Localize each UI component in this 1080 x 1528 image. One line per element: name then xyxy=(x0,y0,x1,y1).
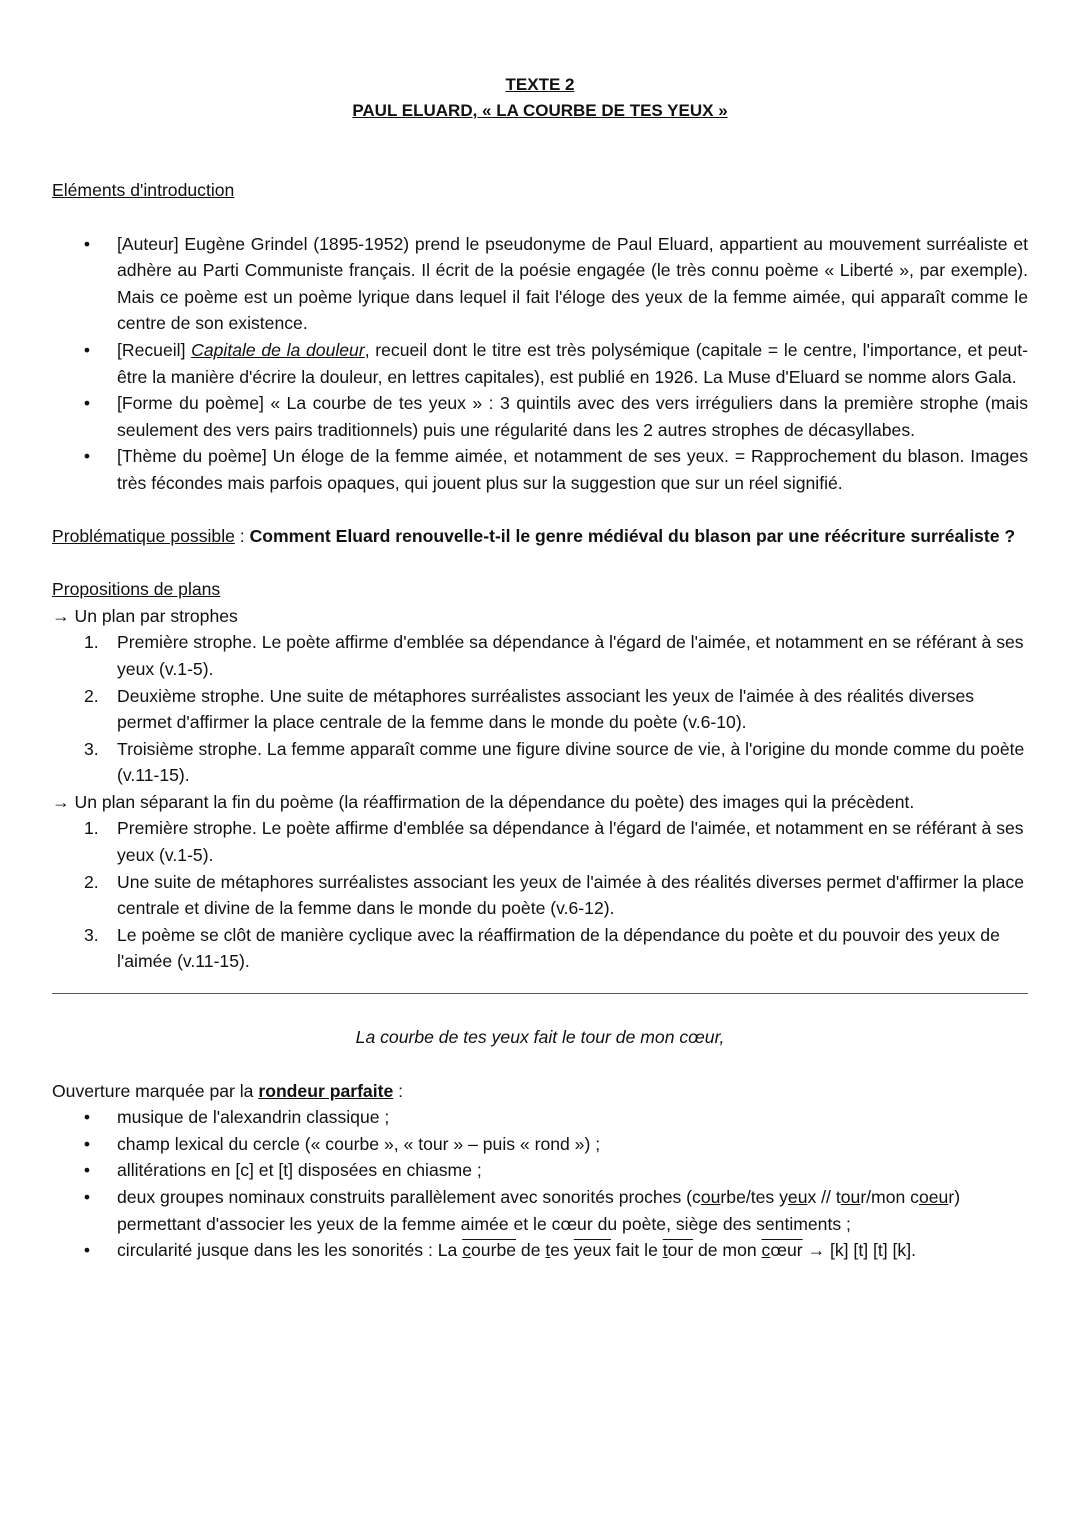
plan1-item-2: 2. Deuxième strophe. Une suite de métaphores surréalistes associant les yeux de l'aimée à des réalités diverses permet d'affirmer la place centrale de la femme dans le monde du poète (v.6-10). xyxy=(84,685,975,733)
plans-heading: Propositions de plans xyxy=(52,579,221,600)
list-item-theme: • [Thème du poème] Un éloge de la femme aimée, et notamment de ses yeux. = Rapprochement du blason. Images très fécondes mais parfois opaques, qui jouent plus sur la suggestion que sur un réel signifié. xyxy=(52,443,1028,496)
bullet-icon: • xyxy=(83,339,91,360)
analysis-item-3: • allitérations en [c] et [t] disposées en chiasme ; xyxy=(52,1157,1028,1184)
analysis-intro: Ouverture marquée par la rondeur parfaite : xyxy=(52,1080,404,1101)
list-item-forme: • [Forme du poème] « La courbe de tes yeux » : 3 quintils avec des vers irréguliers dans la première strophe (mais seulement des vers pairs traditionnels) puis une régularité dans les 2 autres strophes de décasyllabes. xyxy=(52,390,1028,443)
plan1-title: → Un plan par strophes xyxy=(52,605,238,626)
plan1-item-1: 1. Première strophe. Le poète affirme d'emblée sa dépendance à l'égard de l'aimée, et notamment en se référant à ses yeux (v.1-5). xyxy=(84,632,1024,679)
analysis-item-5: • circularité jusque dans les les sonorités : La courbe de tes yeux fait le tour de mon cœur → [k] [t] [t] [k]. xyxy=(52,1237,1028,1264)
list-item-recueil: • [Recueil] Capitale de la douleur, recueil dont le titre est très polysémique (capitale = le centre, l'importance, et peut-être la manière d'écrire la douleur, en lettres capitales), est publié en 1926. La Muse d'Eluard se nomme alors Gala. xyxy=(52,337,1028,390)
analysis-item-1: • musique de l'alexandrin classique ; xyxy=(52,1104,1028,1131)
analysis-list xyxy=(52,1104,1028,1264)
emphasis-rondeur: rondeur parfaite xyxy=(258,1080,394,1101)
bullet-icon: • xyxy=(83,1107,91,1128)
introduction-list xyxy=(52,231,1028,497)
problematique-question: Comment Eluard renouvelle-t-il le genre médiéval du blason par une réécriture surréaliste ? xyxy=(249,525,1016,546)
plan2-item-1: 1. Première strophe. Le poète affirme d'emblée sa dépendance à l'égard de l'aimée, et notamment en se référant à ses yeux (v.1-5). xyxy=(84,818,1024,866)
plan2-item-3: 3. Le poème se clôt de manière cyclique avec la réaffirmation de la dépendance du poète et du pouvoir des yeux de l'aimée (v.11-15). xyxy=(84,924,1000,972)
text-number: TEXTE 2 xyxy=(505,75,575,94)
introduction-heading: Eléments d'introduction xyxy=(52,180,235,200)
book-title: Capitale de la douleur xyxy=(191,339,365,360)
problematique-label: Problématique possible xyxy=(52,525,235,546)
bullet-icon: • xyxy=(83,233,91,254)
document-title: PAUL ELUARD, « LA COURBE DE TES YEUX » xyxy=(352,101,728,120)
bullet-icon: • xyxy=(83,1240,91,1261)
bullet-icon: • xyxy=(83,393,91,414)
bullet-icon: • xyxy=(83,1133,91,1154)
analysis-item-4: • deux groupes nominaux construits parallèlement avec sonorités proches (courbe/tes yeux // tour/mon coeur) permettant d'associer les yeux de la femme aimée et le cœur du poète, siège des sentiments ; xyxy=(52,1184,1028,1237)
plan1-list xyxy=(52,629,1028,789)
analysis-item-2: • champ lexical du cercle (« courbe », « tour » – puis « rond ») ; xyxy=(52,1131,1028,1158)
bullet-icon: • xyxy=(83,1187,91,1207)
problematique: Problématique possible : Comment Eluard renouvelle-t-il le genre médiéval du blason par une réécriture surréaliste ? xyxy=(52,525,1016,546)
title-block xyxy=(52,72,1028,124)
bullet-icon: • xyxy=(83,1160,91,1181)
document-page xyxy=(52,72,1028,1264)
plan2-list xyxy=(52,815,1028,975)
poem-verse: La courbe de tes yeux fait le tour de mon cœur, xyxy=(355,1027,725,1048)
plan2-item-2: 2. Une suite de métaphores surréalistes associant les yeux de l'aimée à des réalités diverses permet d'affirmer la place centrale et divine de la femme dans le monde du poète (v.6-12). xyxy=(84,871,1025,919)
plan2-title: → Un plan séparant la fin du poème (la réaffirmation de la dépendance du poète) des images qui la précèdent. xyxy=(52,791,915,812)
plan1-item-3: 3. Troisième strophe. La femme apparaît comme une figure divine source de vie, à l'origine du monde comme du poète (v.11-15). xyxy=(84,738,1025,786)
bullet-icon: • xyxy=(83,446,91,467)
list-item-auteur: • [Auteur] Eugène Grindel (1895-1952) prend le pseudonyme de Paul Eluard, appartient au mouvement surréaliste et adhère au Parti Communiste français. Il écrit de la poésie engagée (le très connu poème « Liberté », par exemple). Mais ce poème est un poème lyrique dans lequel il fait l'éloge des yeux de la femme aimée, qui apparaît comme le centre de son existence. xyxy=(52,231,1028,337)
